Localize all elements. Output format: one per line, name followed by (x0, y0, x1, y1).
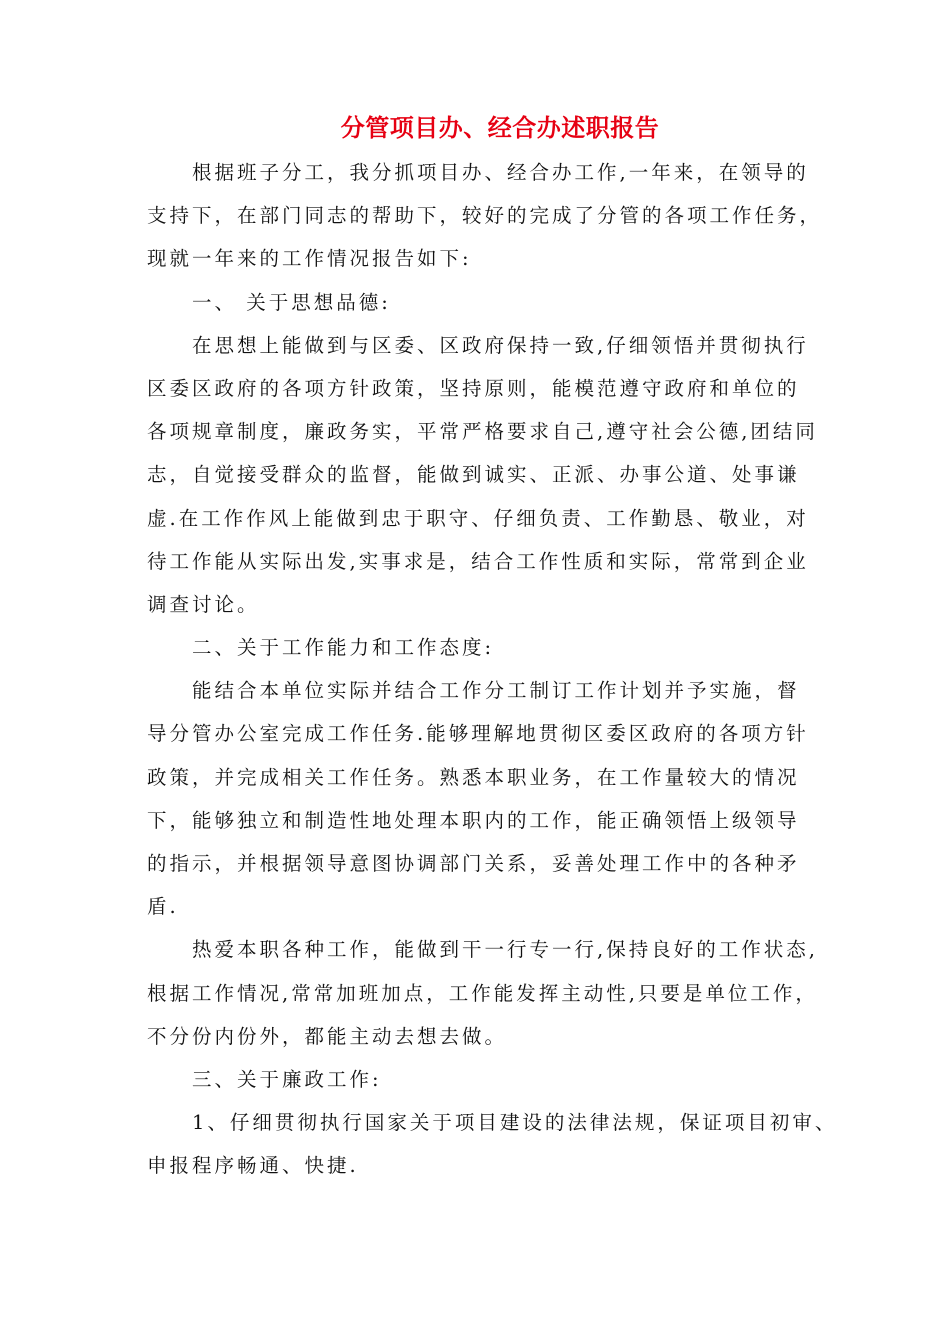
paragraph-line: 各项规章制度，廉政务实，平常严格要求自己,遵守社会公德,团结同 (147, 420, 818, 444)
paragraph-line: 能结合本单位实际并结合工作分工制订工作计划并予实施，督 (192, 679, 800, 703)
paragraph-line: 调查讨论。 (147, 592, 260, 616)
section-heading: 三、关于廉政工作: (192, 1067, 382, 1091)
paragraph-line: 志，自觉接受群众的监督，能做到诚实、正派、办事公道、处事谦 (147, 463, 800, 487)
paragraph-line: 下，能够独立和制造性地处理本职内的工作，能正确领悟上级领导 (147, 808, 800, 832)
paragraph-line: 区委区政府的各项方针政策，坚持原则，能模范遵守政府和单位的 (147, 376, 800, 400)
document-title: 分管项目办、经合办述职报告 (340, 113, 660, 142)
paragraph-line: 申报程序畅通、快捷. (147, 1154, 359, 1178)
paragraph-line: 根据工作情况,常常加班加点，工作能发挥主动性,只要是单位工作， (147, 981, 818, 1005)
section-heading: 二、关于工作能力和工作态度: (192, 636, 495, 660)
paragraph-line: 导分管办公室完成工作任务.能够理解地贯彻区委区政府的各项方针 (147, 722, 809, 746)
paragraph-line: 现就一年来的工作情况报告如下: (147, 247, 472, 271)
document-body (147, 151, 838, 1188)
paragraph-line: 根据班子分工，我分抓项目办、经合办工作,一年来，在领导的 (192, 161, 809, 184)
paragraph-line: 政策，并完成相关工作任务。熟悉本职业务，在工作量较大的情况 (147, 765, 800, 789)
paragraph-line: 待工作能从实际出发,实事求是，结合工作性质和实际，常常到企业 (147, 549, 809, 573)
paragraph-line: 盾. (147, 895, 179, 919)
paragraph-line: 虚.在工作作风上能做到忠于职守、仔细负责、工作勤恳、敬业，对 (147, 506, 809, 530)
section-heading: 一、 关于思想品德: (192, 290, 391, 314)
paragraph-line: 热爱本职各种工作，能做到干一行专一行,保持良好的工作状态, (192, 938, 818, 962)
paragraph-line: 支持下，在部门同志的帮助下，较好的完成了分管的各项工作任务， (147, 204, 823, 228)
paragraph-line: 的指示，并根据领导意图协调部门关系，妥善处理工作中的各种矛 (147, 852, 800, 875)
paragraph-line: 1、仔细贯彻执行国家关于项目建设的法律法规，保证项目初审、 (192, 1111, 838, 1135)
paragraph-line: 不分份内份外，都能主动去想去做。 (147, 1024, 508, 1048)
paragraph-line: 在思想上能做到与区委、区政府保持一致,仔细领悟并贯彻执行 (192, 333, 809, 357)
